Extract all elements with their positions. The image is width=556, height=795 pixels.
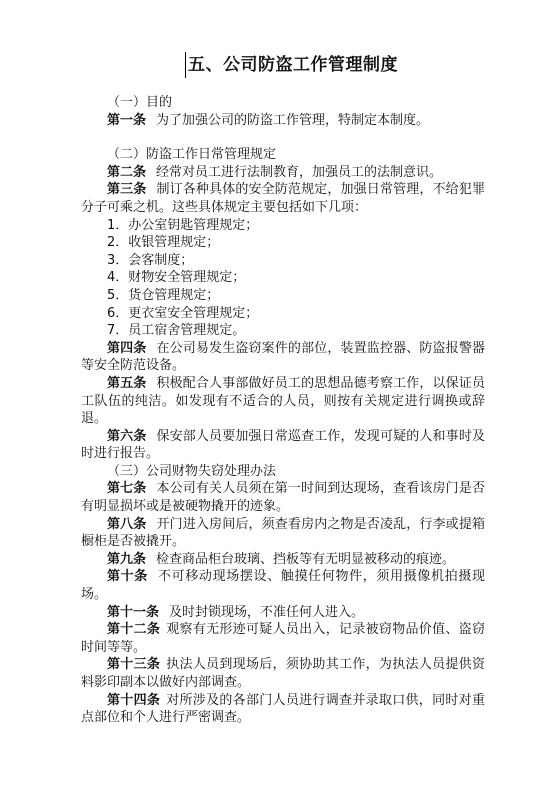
section-heading-2: （二）防盗工作日常管理规定 bbox=[107, 147, 277, 163]
article-label: 第四条 bbox=[107, 340, 147, 356]
list-item: 7．员工宿舍管理规定。 bbox=[107, 323, 246, 339]
section-heading-3: （三）公司财物失窃处理办法 bbox=[107, 463, 277, 479]
article-label: 第一条 bbox=[107, 112, 147, 128]
article-text: 执法人员到现场后，须协助其工作，为执法人员提供资料影印副本以做好内部调查。 bbox=[81, 657, 485, 690]
article-7 bbox=[81, 480, 485, 515]
article-13 bbox=[81, 656, 485, 691]
article-1 bbox=[107, 112, 485, 130]
article-label: 第八条 bbox=[107, 516, 147, 532]
article-6 bbox=[81, 428, 485, 463]
article-9 bbox=[81, 551, 485, 569]
article-text: 检查商品柜台玻璃、挡板等有无明显被移动的痕迹。 bbox=[156, 551, 456, 567]
document-body bbox=[81, 94, 485, 727]
article-text: 本公司有关人员须在第一时间到达现场，查看该房门是否有明显损坏或是被硬物撬开的迹象。 bbox=[81, 481, 485, 515]
article-label: 第十二条 bbox=[107, 622, 161, 638]
text-cursor bbox=[185, 52, 186, 78]
article-label: 第九条 bbox=[107, 551, 147, 567]
article-label: 第七条 bbox=[107, 481, 147, 497]
document-title: 五、公司防盗工作管理制度 bbox=[188, 55, 398, 75]
article-text: 为了加强公司的防盗工作管理，特制定本制度。 bbox=[156, 112, 430, 128]
article-label: 第十三条 bbox=[107, 657, 161, 673]
article-text: 不可移动现场摆设、触摸任何物件，须用摄像机拍摄现场。 bbox=[81, 569, 485, 603]
article-12 bbox=[81, 621, 485, 656]
article-label: 第三条 bbox=[107, 182, 147, 198]
article-label: 第十条 bbox=[107, 569, 148, 585]
article-11 bbox=[81, 604, 485, 622]
article-3 bbox=[81, 181, 485, 216]
list-item: 2．收银管理规定； bbox=[107, 235, 220, 251]
article-text: 积极配合人事部做好员工的思想品德考察工作，以保证员工队伍的纯洁。如发现有不适合的人员，则按有关规定进行调换或辞退。 bbox=[81, 375, 485, 427]
article-5 bbox=[81, 375, 485, 428]
article-label: 第六条 bbox=[107, 428, 147, 444]
article-label: 第二条 bbox=[107, 164, 147, 180]
list-item: 4．财物安全管理规定； bbox=[107, 270, 246, 286]
article-10 bbox=[81, 568, 485, 603]
article-text: 及时封锁现场，不准任何人进入。 bbox=[169, 604, 365, 620]
list-item: 5．货仓管理规定； bbox=[107, 287, 220, 303]
article-text: 保安部人员要加强日常巡查工作，发现可疑的人和事时及时进行报告。 bbox=[81, 428, 485, 462]
section-heading-1: （一）目的 bbox=[107, 95, 173, 110]
article-text: 开门进入房间后，须查看房内之物是否凌乱，行李或提箱橱柜是否被撬开。 bbox=[81, 516, 485, 550]
article-label: 第十一条 bbox=[107, 604, 160, 620]
article-4 bbox=[81, 340, 485, 375]
article-label: 第五条 bbox=[107, 375, 147, 391]
article-text: 观察有无形迹可疑人员出入，记录被窃物品价值、盗窃时间等等。 bbox=[81, 622, 485, 655]
list-item: 1．办公室钥匙管理规定； bbox=[107, 217, 259, 233]
article-14 bbox=[81, 692, 485, 727]
article-text: 对所涉及的各部门人员进行调查并录取口供，同时对重点部位和个人进行严密调查。 bbox=[81, 692, 485, 726]
article-label: 第十四条 bbox=[107, 692, 161, 708]
article-8 bbox=[81, 516, 485, 551]
article-text: 制订各种具体的安全防范规定，加强日常管理，不给犯罪分子可乘之机。这些具体规定主要包括如下几项： bbox=[81, 182, 485, 215]
rules-list bbox=[107, 217, 485, 340]
article-2 bbox=[107, 164, 485, 182]
list-item: 6．更衣室安全管理规定； bbox=[107, 305, 259, 321]
article-text: 在公司易发生盗窃案件的部位，装置监控器、防盗报警器等安全防范设备。 bbox=[81, 340, 485, 374]
list-item: 3．会客制度； bbox=[107, 252, 194, 268]
article-text: 经常对员工进行法制教育，加强员工的法制意识。 bbox=[156, 164, 443, 180]
